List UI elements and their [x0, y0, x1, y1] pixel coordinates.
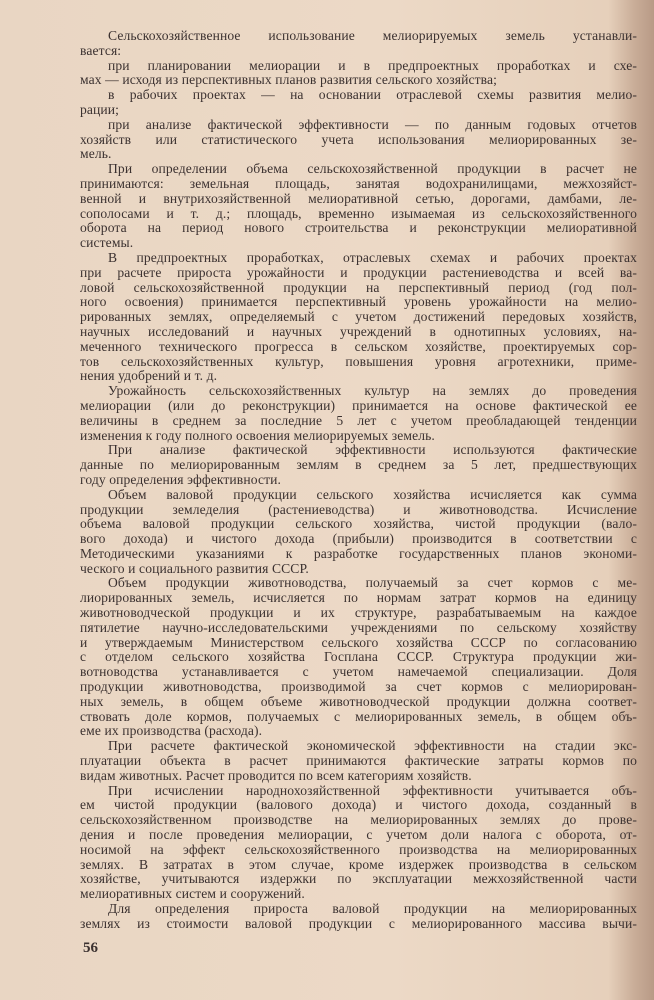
paragraph: [80, 88, 637, 118]
text-line: Объем валовой продукции сельского хозяйства исчисляется как сумма: [108, 486, 637, 502]
text-line: мах — исходя из перспективных планов развития сельского хозяйства;: [80, 72, 497, 88]
text-line: ческого и социального развития СССР.: [80, 560, 309, 576]
paragraph: [80, 59, 637, 89]
text-line: В предпроектных проработках, отраслевых схемах и рабочих проектах: [108, 249, 637, 265]
text-line: плуатации объекта в расчет принимаются фактические затраты кормов по: [80, 753, 637, 769]
text-line: При анализе фактической эффективности используются фактические: [108, 442, 637, 458]
paragraph: [80, 162, 637, 251]
text-line: вается:: [80, 42, 122, 58]
page-body-text: [80, 29, 637, 932]
text-line: При определении объема сельскохозяйственной продукции в расчет не: [108, 161, 637, 177]
text-line: системы.: [80, 235, 134, 251]
text-line: при анализе фактической эффективности — по данным годовых отчетов: [108, 116, 637, 132]
text-line: данные по мелиорированным землям в среднем за 5 лет, предшествующих: [80, 457, 637, 473]
text-line: продукции животноводства, производимой за счет кормов с мелиорирован-: [80, 679, 637, 695]
text-line: меченного технического прогресса в сельском хозяйстве, проектируемых сор-: [80, 338, 637, 354]
text-line: вого дохода) и чистого дохода (прибыли) производится в соответствии с: [80, 531, 637, 547]
text-line: хозяйстве, учитываются издержки по эксплуатации межхозяйственной части: [80, 871, 637, 887]
paragraph: [80, 739, 637, 783]
text-line: еме их производства (расхода).: [80, 723, 263, 739]
text-line: ствовать доле кормов, получаемых с мелиорированных земель, в общем объ-: [80, 708, 637, 724]
text-line: сополосами и т. д.; площадь, временно изымаемая из сельскохозяйственного: [80, 205, 637, 221]
paragraph: [80, 443, 637, 487]
text-line: ных земель, в общем объеме животноводческой продукции должна соответ-: [80, 693, 637, 709]
paragraph: [80, 29, 637, 59]
text-line: Для определения прироста валовой продукции на мелиорированных: [108, 901, 637, 917]
text-line: с отделом сельского хозяйства Госплана СССР. Структура продукции жи-: [80, 649, 637, 665]
page-number: 56: [83, 940, 98, 956]
paragraph: [80, 384, 637, 443]
text-line: оборота на период нового строительства и реконструкции мелиоративной: [80, 220, 637, 236]
text-line: величины в среднем за последние 5 лет с учетом преобладающей тенденции: [80, 412, 637, 428]
text-line: объема валовой продукции сельского хозяйства, чистой продукции (вало-: [80, 516, 637, 532]
text-line: Сельскохозяйственное использование мелиорируемых земель устанавли-: [108, 28, 637, 43]
text-line: нения удобрений и т. д.: [80, 368, 218, 384]
text-line: принимаются: земельная площадь, занятая водохранилищами, межхозяйст-: [80, 175, 637, 191]
text-line: При расчете фактической экономической эффективности на стадии экс-: [108, 738, 637, 754]
text-line: мелиорации (или до реконструкции) принимается на основе фактической ее: [80, 397, 637, 413]
text-line: изменения к году полного освоения мелиорируемых земель.: [80, 427, 435, 443]
paragraph: [80, 488, 637, 577]
text-line: землях. В затратах в этом случае, кроме издержек производства в сельском: [80, 856, 637, 872]
text-line: Объем продукции животноводства, получаемый за счет кормов с ме-: [108, 575, 637, 591]
text-line: венной и внутрихозяйственной мелиоративной сетью, дорогами, дамбами, ле-: [80, 190, 637, 206]
text-line: при планировании мелиорации и в предпроектных проработках и схе-: [108, 57, 637, 73]
text-line: носимой на эффект сельскохозяйственного производства на мелиорированных: [80, 841, 637, 857]
text-line: рированных землях, определяемый с учетом достижений передовых хозяйств,: [80, 309, 637, 325]
text-line: животноводческой продукции и их структуре, разрабатываемым на каждое: [80, 605, 637, 621]
text-line: в рабочих проектах — на основании отраслевой схемы развития мелио-: [108, 87, 637, 103]
text-line: хозяйств или статистического учета использования мелиорированных зе-: [80, 131, 637, 147]
text-line: дения и после проведения мелиорации, с учетом доли налога с оборота, от-: [80, 827, 637, 843]
text-line: Урожайность сельскохозяйственных культур на землях до проведения: [108, 383, 637, 399]
text-line: тов сельскохозяйственных культур, повышения уровня агротехники, приме-: [80, 353, 637, 369]
text-line: видам животных. Расчет проводится по всем категориям хозяйств.: [80, 767, 472, 783]
paragraph: [80, 251, 637, 384]
paragraph: [80, 902, 637, 932]
text-line: году определения эффективности.: [80, 471, 281, 487]
text-line: сельскохозяйственном производстве на мелиорированных землях до прове-: [80, 812, 637, 828]
text-line: продукции земледелия (растениеводства) и животноводства. Исчисление: [80, 501, 637, 517]
text-line: научных исследований и научных учреждений в однотипных условиях, на-: [80, 323, 637, 339]
text-line: ловой сельскохозяйственной продукции на перспективный период (год пол-: [80, 279, 637, 295]
text-line: пятилетие научно-исследовательскими учреждениями по сельскому хозяйству: [80, 619, 637, 635]
text-line: вотноводства устанавливается с учетом намечаемой специализации. Доля: [80, 664, 637, 680]
paragraph: [80, 784, 637, 902]
text-line: При исчислении народнохозяйственной эффективности учитывается объ-: [108, 782, 637, 798]
paragraph: [80, 576, 637, 739]
text-line: ем чистой продукции (валового дохода) и чистого дохода, созданный в: [80, 797, 637, 813]
text-line: ного освоения) принимается перспективный уровень урожайности на мелио-: [80, 294, 637, 310]
text-line: лиорированных земель, исчисляется по нормам затрат кормов на единицу: [80, 590, 637, 606]
text-line: мель.: [80, 146, 112, 162]
text-line: рации;: [80, 101, 120, 117]
text-line: Методическими указаниями к разработке государственных планов экономи-: [80, 545, 637, 561]
text-line: и утверждаемым Министерством сельского хозяйства СССР по согласованию: [80, 634, 637, 650]
text-line: землях из стоимости валовой продукции с мелиорированного массива вычи-: [80, 915, 637, 931]
paragraph: [80, 118, 637, 162]
text-line: при расчете прироста урожайности и продукции растениеводства и всей ва-: [80, 264, 637, 280]
text-line: мелиоративных систем и сооружений.: [80, 886, 305, 902]
